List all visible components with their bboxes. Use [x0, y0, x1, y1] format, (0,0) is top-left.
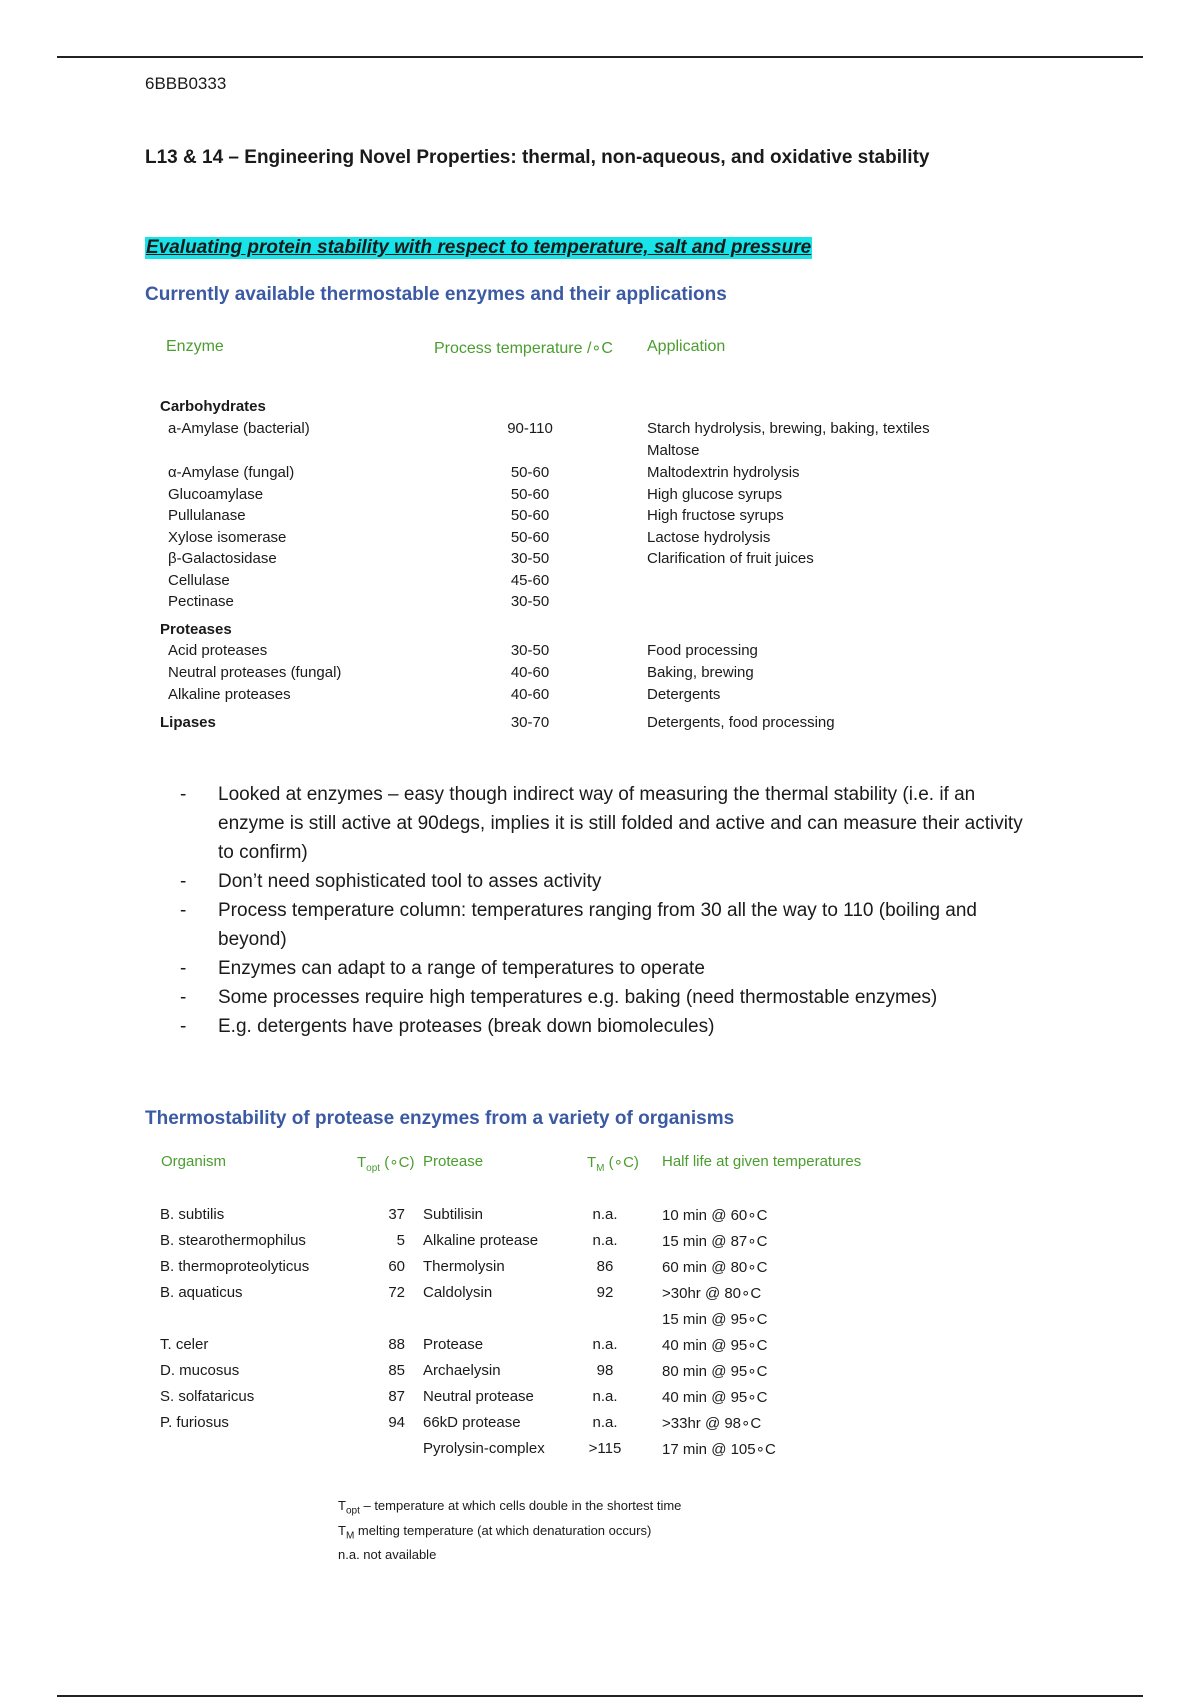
- process-temperature: 40-60: [510, 664, 550, 681]
- protease-table-heading: Thermostability of protease enzymes from a variety of organisms: [145, 1108, 735, 1129]
- bullet-marker: -: [180, 987, 187, 1008]
- enzyme-name: Cellulase: [168, 572, 230, 589]
- table-row: [160, 1284, 1060, 1308]
- organism: B. stearothermophilus: [160, 1232, 306, 1249]
- bullet-marker: -: [180, 871, 187, 892]
- application: Baking, brewing: [647, 664, 754, 681]
- col-header-topt: $T_{opt}$ (∘C): [357, 1154, 415, 1174]
- protease-name: Caldolysin: [423, 1284, 493, 1301]
- bullet-marker: -: [180, 784, 187, 805]
- half-life: 80 min @ 95∘C: [662, 1363, 768, 1380]
- process-temperature: 30-50: [510, 593, 550, 610]
- category-label: Carbohydrates: [160, 398, 266, 415]
- table-row: [160, 529, 1060, 551]
- table-row: [160, 486, 1060, 508]
- bullet-marker: -: [180, 900, 187, 921]
- list-item: [180, 867, 1040, 896]
- category-label: Lipases: [160, 714, 216, 731]
- topt-value: 5: [396, 1232, 405, 1249]
- protease-name: 66kD protease: [423, 1414, 521, 1431]
- tm-value: n.a.: [592, 1388, 618, 1405]
- enzyme-name: Pectinase: [168, 593, 234, 610]
- process-temperature: 40-60: [510, 686, 550, 703]
- table-row: [160, 1388, 1060, 1412]
- table-row: [160, 686, 1060, 708]
- section-heading: Evaluating protein stability with respect to temperature, salt and pressure: [146, 237, 812, 258]
- list-item: [180, 983, 1040, 1012]
- bullet-text: E.g. detergents have proteases (break down biomolecules): [218, 1016, 715, 1037]
- process-temperature: 30-50: [510, 642, 550, 659]
- table-row: [160, 1232, 1060, 1256]
- process-temperature: 90-110: [507, 420, 553, 437]
- application: Food processing: [647, 642, 758, 659]
- process-temperature: 50-60: [510, 486, 550, 503]
- application: High fructose syrups: [647, 507, 784, 524]
- bullet-text: Enzymes can adapt to a range of temperatures to operate: [218, 958, 705, 979]
- half-life: 60 min @ 80∘C: [662, 1259, 768, 1276]
- enzyme-name: a-Amylase (bacterial): [168, 420, 310, 437]
- topt-value: 37: [388, 1206, 405, 1223]
- protease-name: Subtilisin: [423, 1206, 484, 1223]
- table-row: [160, 593, 1060, 615]
- protease-name: Alkaline protease: [423, 1232, 539, 1249]
- enzyme-name: β-Galactosidase: [168, 550, 277, 567]
- application: Clarification of fruit juices: [647, 550, 814, 567]
- half-life: 10 min @ 60∘C: [662, 1207, 768, 1224]
- organism: B. thermoproteolyticus: [160, 1258, 310, 1275]
- category-row: [160, 398, 1060, 420]
- enzyme-name: Xylose isomerase: [168, 529, 287, 546]
- process-temperature: 30-50: [510, 550, 550, 567]
- organism: B. aquaticus: [160, 1284, 243, 1301]
- enzyme-name: Alkaline proteases: [168, 686, 291, 703]
- page-title: L13 & 14 – Engineering Novel Properties: thermal, non-aqueous, and oxidative stability: [145, 147, 930, 168]
- table-row: [160, 464, 1060, 486]
- protease-name: Thermolysin: [423, 1258, 505, 1275]
- application: Detergents, food processing: [647, 714, 835, 731]
- topt-value: 87: [388, 1388, 405, 1405]
- protease-name: Pyrolysin-complex: [423, 1440, 545, 1457]
- tm-value: >115: [588, 1440, 622, 1457]
- tm-value: 92: [596, 1284, 614, 1301]
- half-life: 40 min @ 95∘C: [662, 1389, 768, 1406]
- application: Lactose hydrolysis: [647, 529, 771, 546]
- half-life: 15 min @ 87∘C: [662, 1233, 768, 1250]
- tm-value: n.a.: [592, 1206, 618, 1223]
- footnote-tm: $T_M$ melting temperature (at which denaturation occurs): [338, 1522, 652, 1542]
- application: Maltodextrin hydrolysis: [647, 464, 800, 481]
- organism: P. furiosus: [160, 1414, 229, 1431]
- topt-value: 60: [388, 1258, 405, 1275]
- process-temperature: 50-60: [510, 507, 550, 524]
- table-row: [160, 1258, 1060, 1282]
- application: Detergents: [647, 686, 721, 703]
- list-item: [180, 1012, 1040, 1041]
- bullet-text: Don’t need sophisticated tool to asses activity: [218, 871, 602, 892]
- table-row: [160, 550, 1060, 572]
- tm-value: n.a.: [592, 1414, 618, 1431]
- enzyme-name: Acid proteases: [168, 642, 268, 659]
- tm-value: 86: [596, 1258, 614, 1275]
- table-row: [160, 642, 1060, 664]
- bullet-marker: -: [180, 1016, 187, 1037]
- organism: S. solfataricus: [160, 1388, 255, 1405]
- table-footnotes: [338, 1496, 681, 1564]
- table-row: [160, 664, 1060, 686]
- col-header-application: Application: [647, 338, 726, 355]
- organism: D. mucosus: [160, 1362, 240, 1379]
- bullet-text: Some processes require high temperatures e.g. baking (need thermostable enzymes): [218, 987, 938, 1008]
- process-temperature: 50-60: [510, 529, 550, 546]
- table-row: [160, 1336, 1060, 1360]
- process-temperature: 45-60: [510, 572, 550, 589]
- col-header-protease: Protease: [423, 1153, 484, 1170]
- enzyme-name: Pullulanase: [168, 507, 246, 524]
- application: Starch hydrolysis, brewing, baking, textiles: [647, 420, 930, 437]
- protease-name: Protease: [423, 1336, 484, 1353]
- bullet-marker: -: [180, 958, 187, 979]
- topt-value: 72: [388, 1284, 405, 1301]
- enzyme-name: Neutral proteases (fungal): [168, 664, 342, 681]
- list-item: [180, 780, 1040, 867]
- topt-value: 85: [388, 1362, 405, 1379]
- list-item: [180, 954, 1040, 983]
- table-row: [160, 1440, 1060, 1464]
- application: High glucose syrups: [647, 486, 783, 503]
- bullet-text: Process temperature column: temperatures ranging from 30 all the way to 110 (boiling and beyond): [218, 900, 977, 950]
- half-life: >30hr @ 80∘C: [662, 1285, 762, 1302]
- footnote-topt: $T_{opt}$ – temperature at which cells double in the shortest time: [338, 1498, 682, 1517]
- table-row: [160, 442, 1060, 464]
- topt-value: 88: [388, 1336, 405, 1353]
- table-row: [160, 1310, 1060, 1334]
- bullet-text: Looked at enzymes – easy though indirect way of measuring the thermal stability (i.e. if an enzyme is still active at 90degs, implies it is still folded and active and can measure their activity to confirm): [218, 784, 1023, 863]
- half-life: 15 min @ 95∘C: [662, 1311, 768, 1328]
- list-item: [180, 896, 1040, 954]
- col-header-enzyme: Enzyme: [166, 338, 224, 355]
- category-row: [160, 621, 1060, 643]
- notes-bullet-list: [180, 780, 1040, 1041]
- tm-value: n.a.: [592, 1336, 618, 1353]
- category-label: Proteases: [160, 621, 232, 638]
- organism: B. subtilis: [160, 1206, 225, 1223]
- top-rule: [57, 56, 1143, 58]
- application: Maltose: [647, 442, 700, 459]
- enzyme-name: Glucoamylase: [168, 486, 264, 503]
- table-row: [160, 1362, 1060, 1386]
- table-row: [160, 1206, 1060, 1230]
- col-header-temperature: Process temperature /∘C: [434, 340, 613, 357]
- table-row: [160, 1414, 1060, 1438]
- tm-value: 98: [596, 1362, 614, 1379]
- course-code: 6BBB0333: [145, 74, 227, 93]
- enzyme-table-heading: Currently available thermostable enzymes and their applications: [145, 284, 727, 305]
- half-life: 17 min @ 105∘C: [662, 1441, 776, 1458]
- enzyme-name: α-Amylase (fungal): [168, 464, 295, 481]
- half-life: 40 min @ 95∘C: [662, 1337, 768, 1354]
- protease-name: Neutral protease: [423, 1388, 534, 1405]
- col-header-tm: $T_M$ (∘C): [587, 1154, 639, 1174]
- tm-value: n.a.: [592, 1232, 618, 1249]
- process-temperature: 50-60: [510, 464, 550, 481]
- col-header-organism: Organism: [161, 1153, 227, 1170]
- table-row: [160, 507, 1060, 529]
- protease-name: Archaelysin: [423, 1362, 501, 1379]
- table-row: [160, 572, 1060, 594]
- col-header-half-life: Half life at given temperatures: [662, 1153, 862, 1170]
- process-temperature: 30-70: [510, 714, 550, 731]
- half-life: >33hr @ 98∘C: [662, 1415, 762, 1432]
- organism: T. celer: [160, 1336, 209, 1353]
- footnote-na: n.a. not available: [338, 1547, 437, 1563]
- table-row: [160, 420, 1060, 442]
- topt-value: 94: [388, 1414, 405, 1431]
- category-row: [160, 714, 1060, 736]
- bottom-rule: [57, 1695, 1143, 1697]
